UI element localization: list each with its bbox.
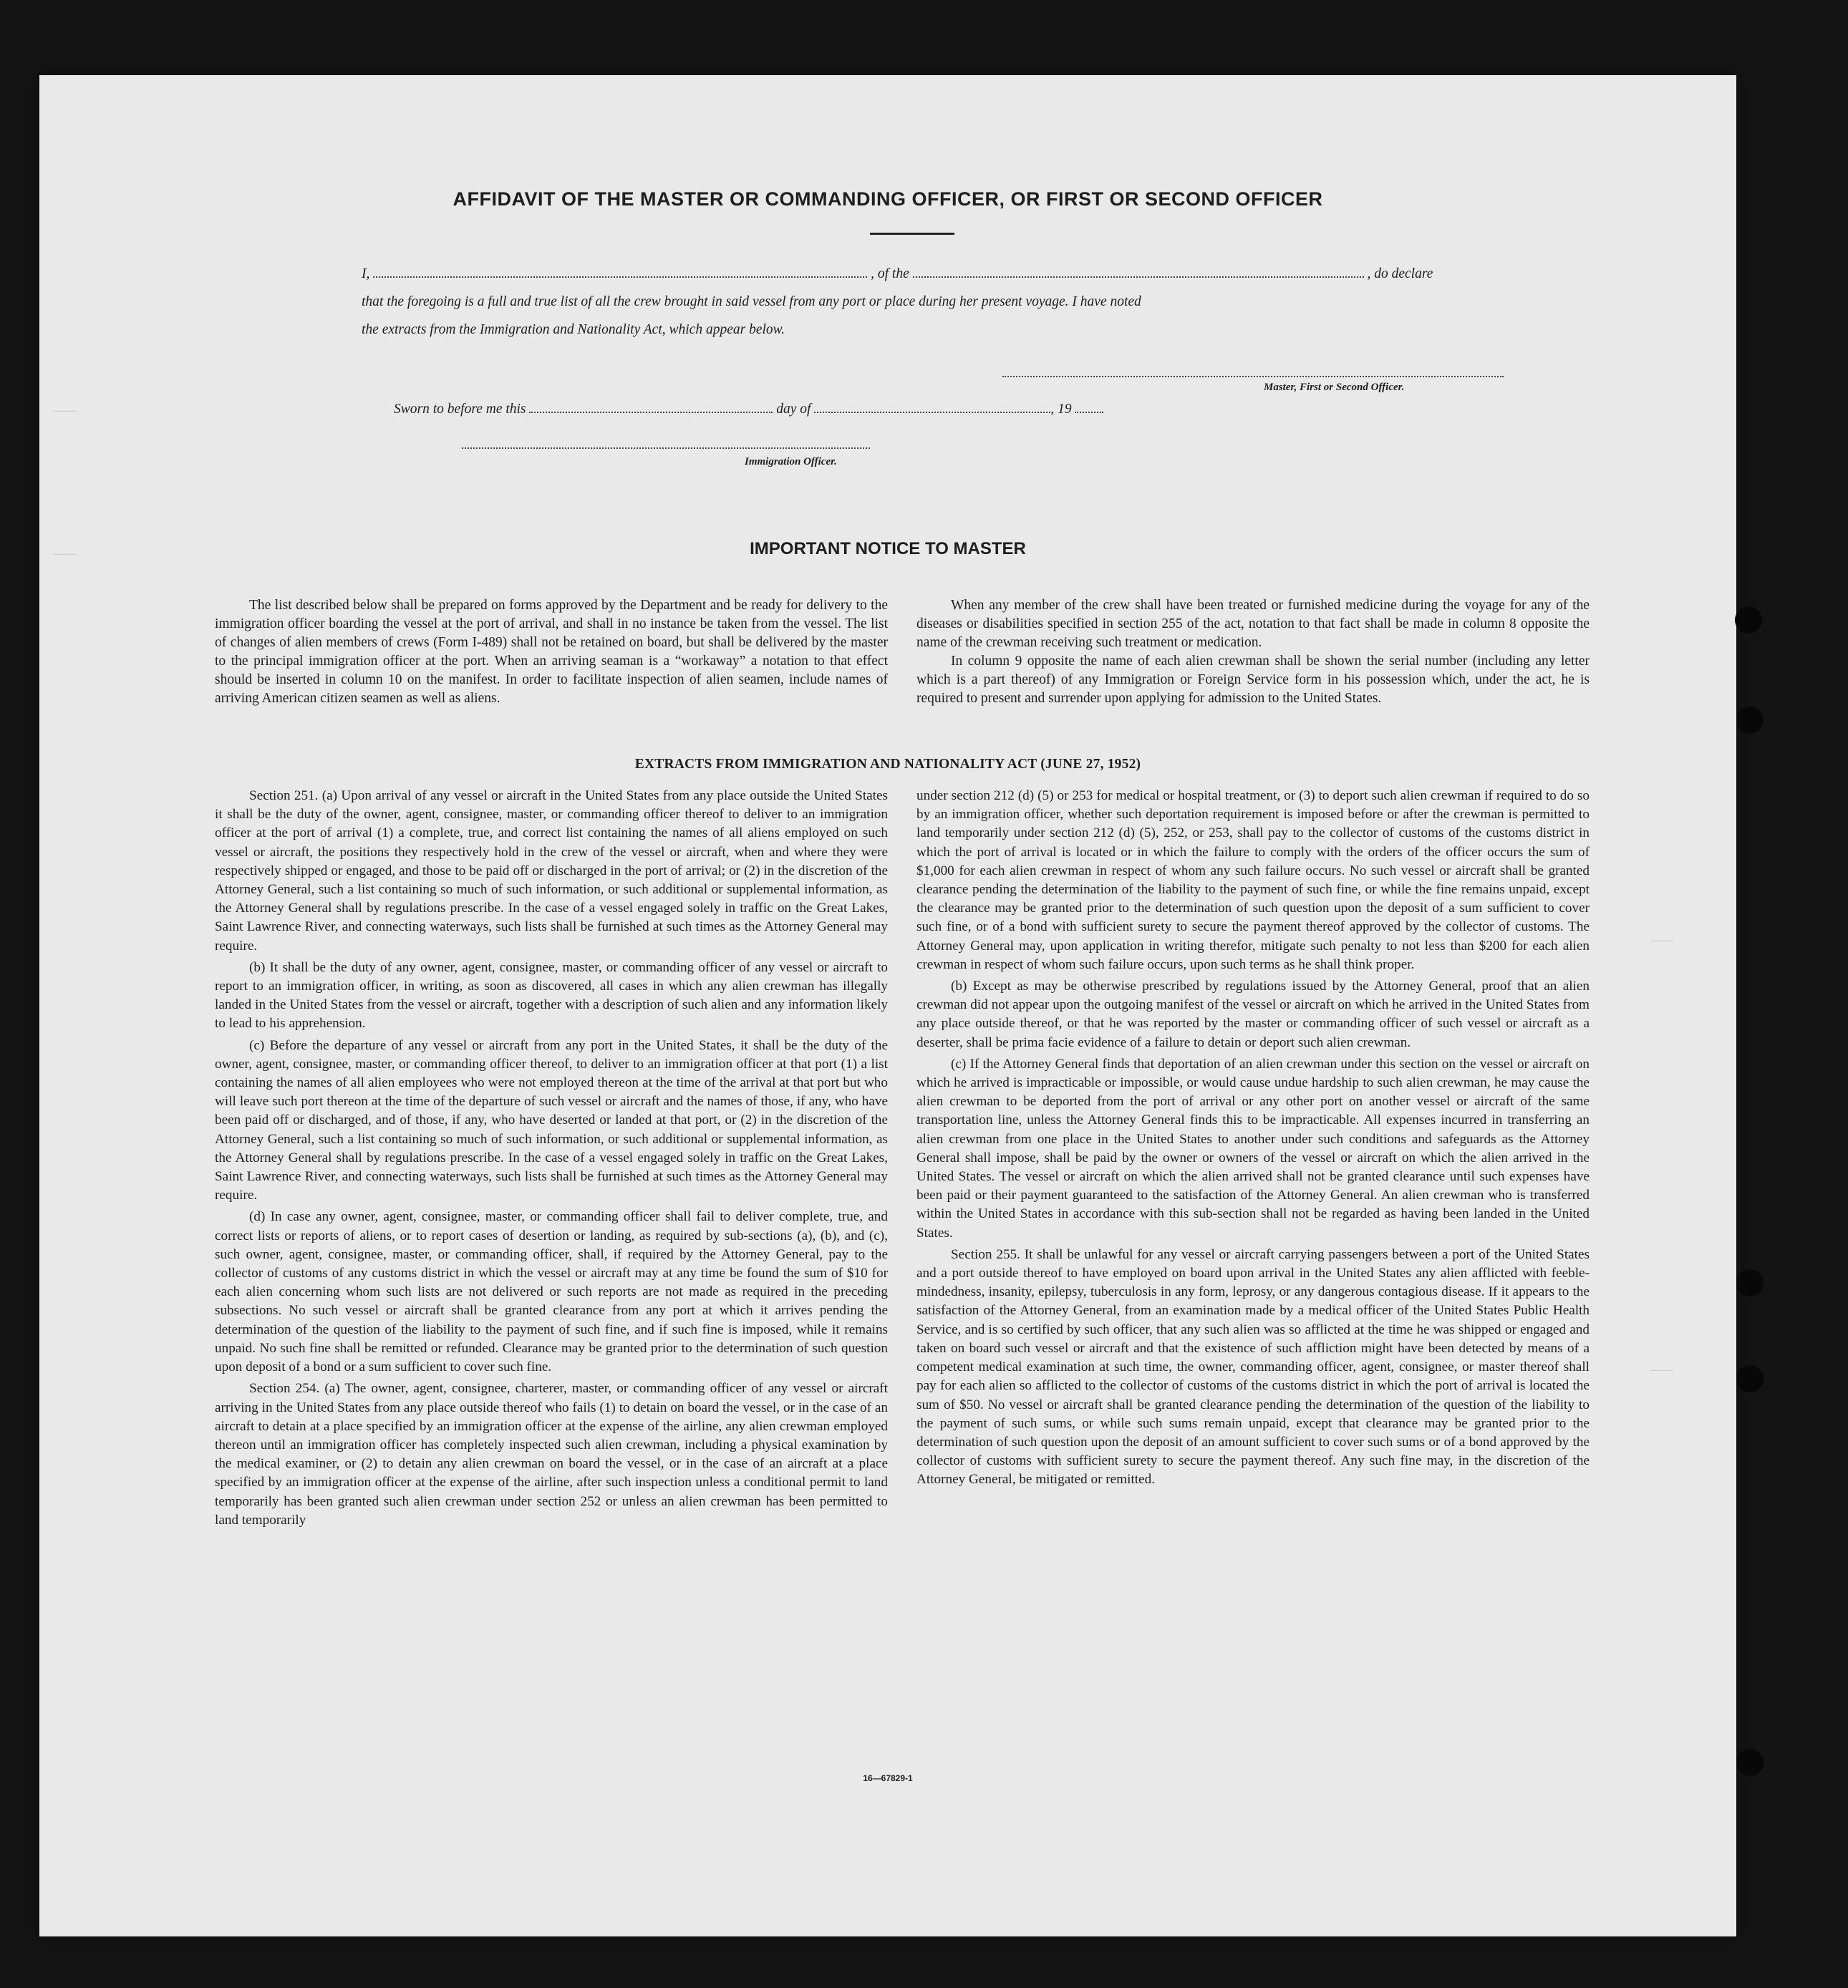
section-254a: Section 254. (a) The owner, agent, consignee, charterer, master, or commanding officer of any vessel or aircraft arriving in the United States from any place outside thereof who fails (1) to detain on board the vessel, or in the case of an aircraft to detain at a place specified by an immigration officer at the expense of the airline, any alien crewman employed thereon until an immigration officer has completely inspected such alien crewman, including a physical examination by the medical examiner, or (2) to detain any alien crewman on board the vessel, or in the case of an aircraft at a place specified by an immigration officer at the expense of the airline, after such inspection unless a conditional permit to land temporarily has been granted such alien crewman under section 252 or unless an alien crewman has been permitted to land temporarily <box>215 1381 888 1528</box>
punch-hole <box>1736 707 1764 734</box>
month-field[interactable] <box>814 399 1050 413</box>
extracts-left-column <box>215 787 888 1533</box>
section-255: Section 255. It shall be unlawful for any vessel or aircraft carrying passengers between a port of the United States and a port outside thereof to have employed on board upon arrival in the United States any alien afflicted with feeble-mindedness, insanity, epilepsy, tuberculosis in any form, leprosy, or any dangerous contagious disease. If it appears to the satisfaction of the Attorney General, from an examination made by a medical officer of the United States Public Health Service, and is so certified by such officer, that any such alien was so afflicted at the time he was shipped or engaged and taken on board such vessel or aircraft and that the existence of such affliction might have been detected by means of a competent medical examination at such time, the owner, commanding officer, agent, consignee, or master thereof shall pay for each alien so afflicted to the collector of customs of the customs district in which the port of arrival is located the sum of $50. No vessel or aircraft shall be granted clearance pending the determination of the question of the liability to the payment of such sums, or while such sums remain unpaid, except that clearance may be granted prior to the determination of such question upon the deposit of an amount sufficient to cover such sums or of a bond approved by the collector of customs with sufficient surety to secure the payment thereof. Any such fine may, in the discretion of the Attorney General, be mitigated or remitted. <box>916 1246 1590 1488</box>
sworn-line <box>394 399 1103 417</box>
form-number: 16—67829-1 <box>863 1773 913 1783</box>
notice-title: IMPORTANT NOTICE TO MASTER <box>750 539 1026 558</box>
section-254a-continued: under section 212 (d) (5) or 253 for medical or hospital treatment, or (3) to deport such alien crewman if required to do so by an immigration officer, whether such deportation requirement is imposed before or after the crewman is permitted to land temporarily under section 212 (d) (5), 252, or 253, shall pay to the collector of customs of the customs district in which the port of arrival is located or in which the failure to comply with the orders of the officer occurs the sum of $1,000 for each alien crewman in respect of whom any such failure occurs. No such vessel or aircraft shall be granted clearance pending the determination of the liability to the payment of such fine, or while the fine remains unpaid, except the clearance may be granted prior to the determination of such question upon the deposit of a sum sufficient to cover such fine, or of a bond with sufficient surety to secure the payment thereof approved by the collector of customs. The Attorney General may, upon application in writing therefor, mitigate such penalty to not less than $200 for each alien crewman in respect of whom such failure occurs, upon such terms as he shall think proper. <box>916 788 1590 972</box>
notice-right-column <box>916 596 1590 708</box>
section-251d: (d) In case any owner, agent, consignee, master, or commanding officer shall fail to deliver complete, true, and correct lists or reports of aliens, or to report cases of desertion or landing, as required by sub-sections (a), (b), and (c), such owner, agent, consignee, master, or commanding officer, shall, if required by the Attorney General, pay to the collector of customs of any customs district in which the vessel or aircraft may at any time be found the sum of $10 for each alien concerning whom such lists are not delivered or such reports are not made as required in the preceding subsections. No such vessel or aircraft shall be granted clearance from any port at which it arrives pending the determination of the question of the liability to the payment of such fine, and if such fine is imposed, while it remains unpaid. No such fine shall be remitted or refunded. Clearance may be granted prior to the determination of such question upon deposit of a bond or a sum sufficient to cover such fine. <box>215 1209 888 1375</box>
declaration-text-2: the extracts from the Immigration and Nationality Act, which appear below. <box>362 322 785 337</box>
notice-left-column <box>215 596 888 708</box>
section-254b: (b) Except as may be otherwise prescribed by regulations issued by the Attorney General, proof that an alien crewman did not appear upon the outgoing manifest of the vessel or aircraft on which he arrived in the United States from any place outside thereof, or that he was reported by the master or commanding officer of such vessel or aircraft as a deserter, shall be prima facie evidence of a failure to detain or deport such alien crewman. <box>916 979 1590 1050</box>
extracts-right-column <box>916 787 1590 1493</box>
notice-right-paragraph-2: In column 9 opposite the name of each alien crewman shall be shown the serial number (including any letter which is a part thereof) of any Immigration or Foreign Service form in his possession which, under the act, he is required to present and surrender upon applying for admission to the United States. <box>916 654 1590 706</box>
bleed-through-mark: ——— <box>1650 1364 1674 1378</box>
document-page <box>39 75 1736 1936</box>
section-251c: (c) Before the departure of any vessel or aircraft from any port in the United States, it shall be the duty of the owner, agent, consignee, master, or commanding officer thereof, to deliver to an immigration officer at that port (1) a list containing the names of all alien employees who were not employed thereon at the time of the arrival at that port but who will leave such port thereon at the time of the departure of such vessel or aircraft and the names of those, if any, who have been paid off or discharged, and of those, if any, who have deserted or landed at that port, or (2) in the discretion of the Attorney General, such a list containing so much of such information, or such additional or supplemental information, as the Attorney General shall by regulations prescribe. In the case of a vessel engaged solely in traffic on the Great Lakes, Saint Lawrence River, and connecting waterways, such lists shall be furnished at such times as the Attorney General may require. <box>215 1037 888 1203</box>
declaration-fill-line <box>362 260 1536 288</box>
bleed-through-mark: ——— <box>54 404 77 419</box>
year-prefix: , 19 <box>1050 402 1072 417</box>
punch-hole <box>1736 1365 1764 1392</box>
section-251a: Section 251. (a) Upon arrival of any vessel or aircraft in the United States from any place outside the United States it shall be the duty of the owner, agent, consignee, master, or commanding officer thereof to deliver to an immigration officer at the port of arrival (1) a complete, true, and correct list containing the names of all aliens employed on such vessel or aircraft, the positions they respectively hold in the crew of the vessel or aircraft, when and where they were respectively shipped or engaged, and those to be paid off or discharged in the port of arrival; or (2) in the discretion of the Attorney General, such a list containing so much of such information, or such additional or supplemental information, as the Attorney General shall by regulations prescribe. In the case of a vessel engaged solely in traffic on the Great Lakes, Saint Lawrence River, and connecting waterways, such lists shall be furnished at such times as the Attorney General may require. <box>215 788 888 954</box>
affidavit-title: AFFIDAVIT OF THE MASTER OR COMMANDING OFFICER, OR FIRST OR SECOND OFFICER <box>453 188 1323 210</box>
bleed-through-mark: ——— <box>54 548 77 562</box>
immigration-officer-signature-line[interactable] <box>462 447 870 449</box>
extracts-title: EXTRACTS FROM IMMIGRATION AND NATIONALITY ACT (JUNE 27, 1952) <box>634 757 1141 772</box>
do-declare-label: , do declare <box>1367 266 1433 281</box>
i-label: I, <box>362 266 370 281</box>
vessel-field[interactable] <box>913 263 1364 278</box>
punch-hole <box>1736 1749 1764 1776</box>
day-of-label: day of <box>776 402 811 417</box>
notice-right-paragraph-1: When any member of the crew shall have been treated or furnished medicine during the voyage for any of the diseases or disabilities specified in section 255 of the act, notation to that fact shall be made in column 8 opposite the name of the crewman receiving such treatment or medication. <box>916 598 1590 650</box>
master-signature-line[interactable] <box>1002 376 1504 377</box>
notice-left-paragraph: The list described below shall be prepared on forms approved by the Department and be ready for delivery to the immigration officer boarding the vessel at the port of arrival, and shall in no instance be taken from the vessel. The list of changes of alien members of crews (Form I-489) shall not be retained on board, but shall be delivered by the master to the principal immigration officer at the port. When an arriving seaman is a “workaway” a notation to that effect should be inserted in column 10 on the manifest. In order to facilitate inspection of alien seamen, include names of arriving American citizen seamen as well as aliens. <box>215 598 888 706</box>
master-signature-label: Master, First or Second Officer. <box>1264 382 1405 393</box>
name-field[interactable] <box>373 263 867 278</box>
sworn-label: Sworn to before me this <box>394 402 526 417</box>
bleed-through-mark: ——— <box>1650 934 1674 949</box>
affidavit-declaration <box>362 260 1536 344</box>
section-254c: (c) If the Attorney General finds that deportation of an alien crewman under this section on the vessel or aircraft on which he arrived is impracticable or impossible, or would cause undue hardship to such alien crewman, he may cause the alien crewman to be deported from the port of arrival or any other port on another vessel or aircraft of the same transportation line, unless the Attorney General finds this to be impracticable. All expenses incurred in transferring an alien crewman from one place in the United States to another under such conditions and safeguards as the Attorney General shall impose, shall be paid by the owner or owners of the vessel or aircraft on which the alien arrived in the United States. The vessel or aircraft on which the alien arrived shall not be granted clearance until such expenses have been paid or their payment guaranteed to the satisfaction of the Attorney General. An alien crewman who is transferred within the United States in accordance with this sub-section shall not be regarded as having been landed in the United States. <box>916 1056 1590 1241</box>
declaration-text-1: that the foregoing is a full and true list of all the crew brought in said vessel from any port or place during her present voyage. I have noted <box>362 294 1141 309</box>
punch-hole <box>1736 1269 1764 1296</box>
punch-hole <box>1735 606 1762 634</box>
immigration-officer-label: Immigration Officer. <box>745 456 837 467</box>
title-divider <box>870 233 954 235</box>
section-251b: (b) It shall be the duty of any owner, agent, consignee, master, or commanding officer of any vessel or aircraft to report to an immigration officer, in writing, as soon as discovered, all cases in which any alien crewman has illegally landed in the United States from the vessel or aircraft, together with a description of such alien and any information likely to lead to his apprehension. <box>215 959 888 1032</box>
day-field[interactable] <box>529 399 773 413</box>
of-the-label: , of the <box>871 266 909 281</box>
year-field[interactable] <box>1075 399 1103 413</box>
